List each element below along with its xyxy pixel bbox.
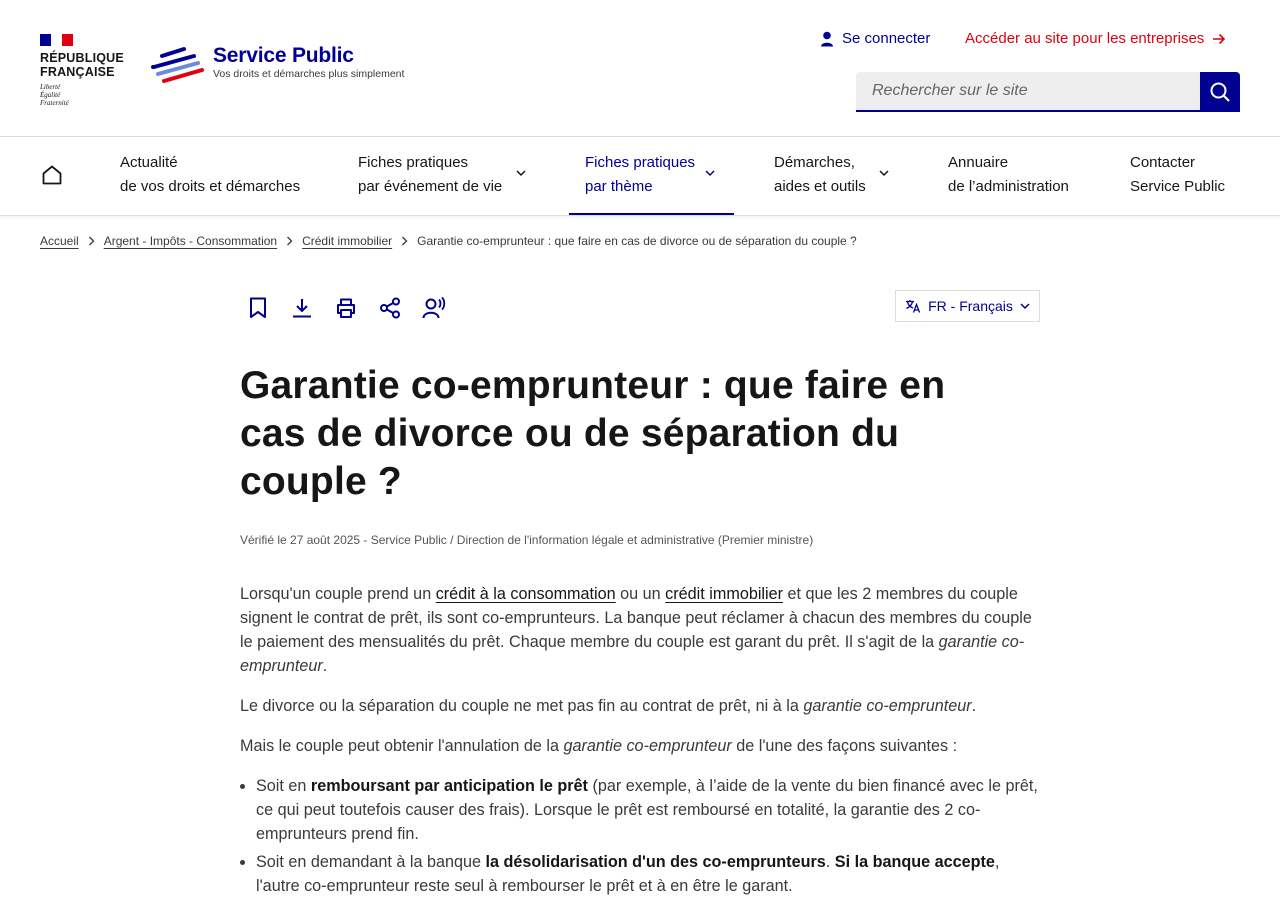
search-button[interactable]: [1200, 72, 1240, 112]
bold-text: remboursant par anticipation le prêt: [310, 777, 588, 795]
nav-item-line1: Contacter: [1130, 154, 1196, 171]
paragraph-intro: [240, 582, 1040, 678]
text-segment: Lorsqu'un couple prend un: [240, 585, 436, 603]
chevron-down-icon: [879, 169, 889, 177]
text-segment: Mais le couple peut obtenir l'annulation de la: [240, 737, 564, 755]
nav-item-line2: de vos droits et démarches: [120, 178, 301, 195]
link-credit-consommation[interactable]: crédit à la consommation: [435, 585, 616, 603]
nav-item-annuaire[interactable]: [948, 151, 1069, 199]
devise-fraternite: Fraternité: [40, 99, 69, 107]
breadcrumb-link-argent[interactable]: Argent - Impôts - Consommation: [103, 234, 278, 248]
active-nav-indicator: [569, 213, 734, 215]
nav-item-line1: Démarches,: [774, 154, 855, 171]
share-icon[interactable]: [378, 296, 402, 320]
nav-item-line2: de l’administration: [948, 178, 1069, 195]
nav-item-fiches-evenement[interactable]: [358, 151, 528, 199]
text-segment: Soit en: [256, 777, 311, 795]
list-item: [256, 850, 1040, 898]
nav-item-line1: Fiches pratiques: [585, 154, 696, 171]
download-icon[interactable]: [290, 296, 314, 320]
chevron-right-icon: [88, 236, 95, 246]
nav-item-line2: Service Public: [1130, 178, 1226, 195]
republique-text: RÉPUBLIQUE: [40, 51, 124, 65]
nav-item-line1: Fiches pratiques: [358, 154, 469, 171]
login-label: Se connecter: [842, 30, 931, 47]
devise-egalite: Égalité: [40, 91, 61, 99]
nav-item-line2: par événement de vie: [358, 178, 503, 195]
chevron-down-icon: [705, 169, 715, 177]
breadcrumb: [40, 234, 857, 248]
language-selector[interactable]: [895, 290, 1040, 322]
options-list: [240, 774, 1040, 898]
nav-item-line2: par thème: [585, 178, 653, 195]
article-content: [240, 582, 1040, 900]
emphasis-text: garantie co-emprunteur: [803, 697, 972, 715]
site-title[interactable]: Service Public: [213, 44, 354, 67]
nav-item-line1: Annuaire: [948, 154, 1009, 171]
paragraph-divorce: [240, 694, 1040, 718]
enterprise-label: Accéder au site pour les entreprises: [965, 30, 1205, 47]
site-header: [0, 0, 1280, 137]
search-input[interactable]: [856, 72, 1200, 112]
home-icon[interactable]: [40, 163, 64, 187]
nav-item-fiches-theme[interactable]: [585, 151, 717, 199]
text-segment: et que les 2 membres du couple signent le contrat de prêt, ils sont co-emprunteurs. La banque peut réclamer à chacun des membres du couple le paiement des mensualités du prêt. Chaque membre du couple est garant du prêt. Il s'agit de la: [240, 585, 1032, 651]
nav-item-actualite[interactable]: [120, 151, 300, 199]
site-subtitle: Vos droits et démarches plus simplement: [213, 68, 405, 80]
service-public-logo-icon[interactable]: [150, 46, 206, 86]
language-label: FR - Français: [928, 298, 1013, 314]
login-link[interactable]: [820, 30, 930, 47]
chevron-right-icon: [401, 236, 408, 246]
breadcrumb-link-credit-immobilier[interactable]: Crédit immobilier: [302, 234, 393, 248]
marianne-flag-icon: [40, 34, 73, 46]
page-title: Garantie co-emprunteur : que faire en cas de divorce ou de séparation du couple ?: [240, 364, 946, 503]
emphasis-text: garantie co-emprunteur: [563, 737, 732, 755]
text-segment: .: [825, 853, 835, 871]
arrow-right-icon: [1212, 33, 1226, 45]
main-navigation: [0, 137, 1280, 216]
emphasis-text: garantie co-emprunteur: [240, 633, 1025, 675]
nav-item-contacter[interactable]: [1130, 151, 1225, 199]
bold-text: la désolidarisation d'un des co-emprunteurs: [485, 853, 826, 871]
chevron-down-icon: [516, 169, 526, 177]
text-segment: Soit en demandant à la banque: [256, 853, 486, 871]
text-segment: Le divorce ou la séparation du couple ne met pas fin au contrat de prêt, ni à la: [240, 697, 804, 715]
page-tools: [246, 296, 446, 320]
bold-text: Si la banque accepte: [834, 853, 995, 871]
text-segment: , l'autre co-emprunteur reste seul à rembourser le prêt et à en être le garant.: [256, 853, 1000, 895]
search-icon: [1209, 81, 1231, 103]
enterprise-site-link[interactable]: [965, 30, 1226, 47]
print-icon[interactable]: [334, 296, 358, 320]
list-item: [256, 774, 1040, 846]
bookmark-icon[interactable]: [246, 296, 270, 320]
chevron-right-icon: [286, 236, 293, 246]
francaise-text: FRANÇAISE: [40, 65, 115, 79]
nav-item-line2: aides et outils: [774, 178, 866, 195]
text-segment: (par exemple, à l’aide de la vente du bien financé avec le prêt, ce qui peut toutefois causer des frais). Lorsque le prêt est remboursé en totalité, la garantie des 2 co-emprunteurs prend fin.: [256, 777, 1038, 843]
listen-icon[interactable]: [422, 296, 446, 320]
paragraph-annulation: [240, 734, 1040, 758]
breadcrumb-current: Garantie co-emprunteur : que faire en cas de divorce ou de séparation du couple ?: [417, 234, 857, 248]
link-credit-immobilier[interactable]: crédit immobilier: [665, 585, 784, 603]
text-segment: de l'une des façons suivantes :: [731, 737, 958, 755]
nav-item-line1: Actualité: [120, 154, 178, 171]
verification-date: Vérifié le 27 août 2025 - Service Public / Direction de l'information légale et administrative (Premier ministre): [240, 533, 814, 547]
republique-francaise-logo[interactable]: [40, 34, 130, 107]
text-segment: .: [971, 697, 977, 715]
translate-icon: [905, 299, 921, 313]
user-icon: [820, 31, 834, 47]
devise-liberte: Liberté: [40, 83, 61, 91]
search-bar: [856, 72, 1240, 112]
chevron-down-icon: [1020, 302, 1030, 310]
nav-item-demarches[interactable]: [774, 151, 892, 199]
breadcrumb-link-accueil[interactable]: Accueil: [40, 234, 79, 248]
text-segment: ou un: [615, 585, 666, 603]
text-segment: .: [322, 657, 328, 675]
